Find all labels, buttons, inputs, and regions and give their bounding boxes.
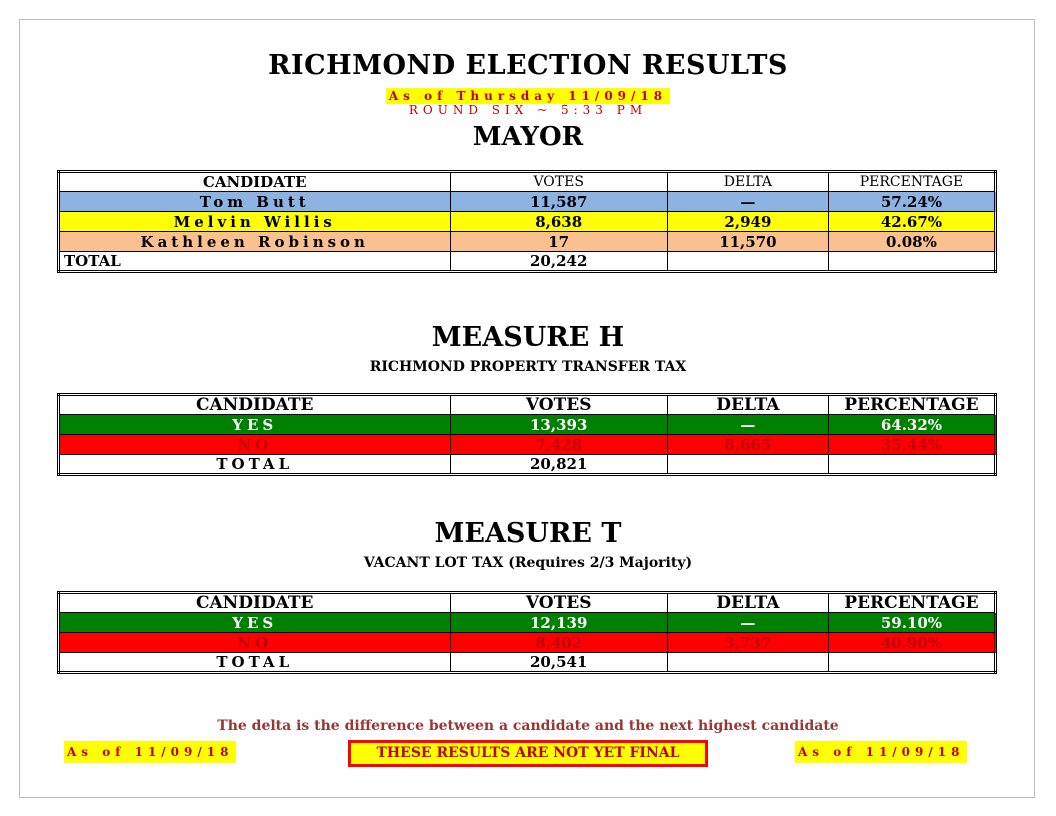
empty-cell xyxy=(667,653,828,673)
empty-cell xyxy=(828,455,995,475)
col-votes: VOTES xyxy=(450,593,667,613)
total-row xyxy=(59,252,996,272)
table-row xyxy=(59,435,996,455)
candidate-name: Melvin Willis xyxy=(59,212,451,232)
col-votes: VOTES xyxy=(450,395,667,415)
delta-value: 8,665 xyxy=(667,435,828,455)
table-row xyxy=(59,192,996,212)
delta-value: 2,949 xyxy=(667,212,828,232)
col-candidate: CANDIDATE xyxy=(59,593,451,613)
percentage-value: 64.32% xyxy=(828,415,995,435)
candidate-name: Kathleen Robinson xyxy=(59,232,451,252)
mayor-table xyxy=(57,170,997,273)
total-label: TOTAL xyxy=(59,252,451,272)
measure-t-table xyxy=(57,591,997,674)
table-row xyxy=(59,232,996,252)
empty-cell xyxy=(828,252,995,272)
col-delta: DELTA xyxy=(667,172,828,192)
col-delta: DELTA xyxy=(667,593,828,613)
percentage-value: 35.44% xyxy=(828,435,995,455)
table-row xyxy=(59,212,996,232)
votes-value: 17 xyxy=(450,232,667,252)
percentage-value: 57.24% xyxy=(828,192,995,212)
col-candidate: CANDIDATE xyxy=(59,172,451,192)
table-header-row xyxy=(59,593,996,613)
total-votes: 20,541 xyxy=(450,653,667,673)
total-row xyxy=(59,455,996,475)
round-text: ROUND SIX ~ 5:33 PM xyxy=(408,103,648,117)
mayor-title: MAYOR xyxy=(472,122,584,152)
table-row xyxy=(59,613,996,633)
delta-value: — xyxy=(667,613,828,633)
table-header-row xyxy=(59,172,996,192)
votes-value: 13,393 xyxy=(450,415,667,435)
empty-cell xyxy=(667,252,828,272)
total-votes: 20,821 xyxy=(450,455,667,475)
measure-h-subtitle: RICHMOND PROPERTY TRANSFER TAX xyxy=(369,359,687,375)
total-row xyxy=(59,653,996,673)
candidate-name: NO xyxy=(59,435,451,455)
empty-cell xyxy=(667,455,828,475)
candidate-name: NO xyxy=(59,633,451,653)
col-percentage: PERCENTAGE xyxy=(828,593,995,613)
as-of-left: As of 11/09/18 xyxy=(64,741,236,763)
votes-value: 8,638 xyxy=(450,212,667,232)
delta-footnote: The delta is the difference between a candidate and the next highest candidate xyxy=(217,718,839,734)
percentage-value: 0.08% xyxy=(828,232,995,252)
col-candidate: CANDIDATE xyxy=(59,395,451,415)
candidate-name: YES xyxy=(59,415,451,435)
col-percentage: PERCENTAGE xyxy=(828,395,995,415)
delta-value: — xyxy=(667,192,828,212)
votes-value: 7,428 xyxy=(450,435,667,455)
votes-value: 12,139 xyxy=(450,613,667,633)
measure-t-subtitle: VACANT LOT TAX (Requires 2/3 Majority) xyxy=(363,555,693,571)
votes-value: 11,587 xyxy=(450,192,667,212)
total-label: TOTAL xyxy=(59,455,451,475)
table-row xyxy=(59,633,996,653)
measure-t-title: MEASURE T xyxy=(434,518,622,549)
candidate-name: YES xyxy=(59,613,451,633)
total-label: TOTAL xyxy=(59,653,451,673)
measure-h-table xyxy=(57,393,997,476)
measure-h-title: MEASURE H xyxy=(431,322,625,353)
col-percentage: PERCENTAGE xyxy=(828,172,995,192)
total-votes: 20,242 xyxy=(450,252,667,272)
empty-cell xyxy=(828,653,995,673)
table-header-row xyxy=(59,395,996,415)
votes-value: 8,402 xyxy=(450,633,667,653)
delta-value: — xyxy=(667,415,828,435)
as-of-right: As of 11/09/18 xyxy=(795,741,967,763)
percentage-value: 59.10% xyxy=(828,613,995,633)
candidate-name: Tom Butt xyxy=(59,192,451,212)
delta-value: 11,570 xyxy=(667,232,828,252)
col-delta: DELTA xyxy=(667,395,828,415)
delta-value: 3,737 xyxy=(667,633,828,653)
percentage-value: 42.67% xyxy=(828,212,995,232)
table-row xyxy=(59,415,996,435)
page-title: RICHMOND ELECTION RESULTS xyxy=(268,50,788,81)
percentage-value: 40.90% xyxy=(828,633,995,653)
not-final-notice: THESE RESULTS ARE NOT YET FINAL xyxy=(348,740,708,767)
col-votes: VOTES xyxy=(450,172,667,192)
as-of-text: As of Thursday 11/09/18 xyxy=(386,88,670,104)
